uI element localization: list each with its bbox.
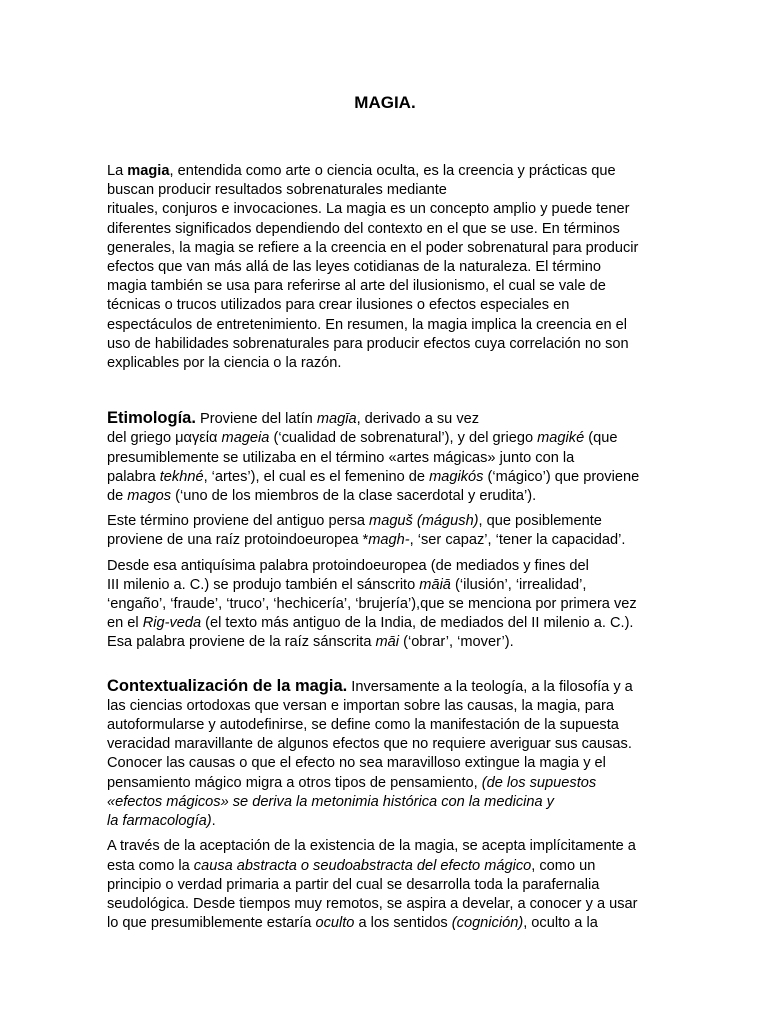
text-line: A través de la aceptación de la existencia de la magia, se acepta implícitamente a <box>107 838 636 855</box>
etymology-paragraph-1 <box>107 409 663 506</box>
text-run: proviene de una raíz protoindoeuropea * <box>107 532 369 549</box>
text-line <box>107 576 663 595</box>
text-line: explicables por la ciencia o la razón. <box>107 355 342 372</box>
bold-term: magia <box>127 163 170 179</box>
italic-term: la farmacología) <box>107 813 212 830</box>
intro-paragraph <box>107 162 663 373</box>
etymology-paragraph-3 <box>107 557 663 653</box>
page-title: MAGIA. <box>354 93 416 112</box>
text-line: «efectos mágicos» se deriva la metonimia histórica con la medicina y <box>107 793 554 810</box>
text-line: generales, la magia se refiere a la creencia en el poder sobrenatural para producir <box>107 239 639 256</box>
italic-term: magos <box>127 488 172 505</box>
text-run: , ‘ser capaz’, ‘tener la capacidad’. <box>409 532 626 549</box>
italic-term: (cognición) <box>451 915 524 932</box>
italic-term: tekhné <box>159 468 204 485</box>
text-line: las ciencias ortodoxas que versan e importan sobre las causas, la magia, para <box>107 697 614 714</box>
text-line <box>107 512 663 531</box>
text-line: buscan producir resultados sobrenaturales mediante <box>107 182 447 199</box>
text-line <box>107 468 663 487</box>
section-heading-context: Contextualización de la magia. <box>107 676 348 695</box>
italic-term: (de los supuestos <box>481 774 597 791</box>
italic-term: maguš (mágush) <box>369 513 479 530</box>
italic-term: magh- <box>368 532 410 549</box>
text-run: Proviene del latín <box>195 411 317 428</box>
text-line <box>107 429 663 448</box>
text-line: uso de habilidades sobrenaturales para producir efectos cuya correlación no son <box>107 335 629 352</box>
text-run: a los sentidos <box>354 915 452 932</box>
text-line <box>107 614 663 633</box>
text-run: (el texto más antiguo de la India, de mediados del II milenio a. C.). <box>201 615 634 632</box>
italic-term: magīa <box>316 411 357 428</box>
text-run: palabra <box>107 468 160 485</box>
text-line: diferentes significados dependiendo del contexto en el que se use. En términos <box>107 220 620 237</box>
text-run: (‘mágico’) que proviene <box>483 468 640 485</box>
text-line: espectáculos de entretenimiento. En resumen, la magia implica la creencia en el <box>107 316 627 333</box>
text-run: , ‘artes’), el cual es el femenino de <box>203 468 430 485</box>
text-line: rituales, conjuros e invocaciones. La magia es un concepto amplio y puede tener <box>107 201 630 218</box>
text-run: pensamiento mágico migra a otros tipos de pensamiento, <box>107 774 482 791</box>
text-line <box>107 857 663 876</box>
text-line: ‘engaño’, ‘fraude’, ‘truco’, ‘hechicería’, ‘brujería’),que se menciona por primera vez <box>107 596 637 613</box>
text-run: , derivado a su vez <box>356 411 480 428</box>
text-run: de <box>107 488 128 505</box>
text-run: en el <box>107 615 143 632</box>
etymology-paragraph-2 <box>107 512 663 550</box>
text-line <box>107 774 663 793</box>
text-run: (que <box>584 430 618 447</box>
context-paragraph-2 <box>107 837 663 933</box>
text-run: lo que presumiblemente estaría <box>107 915 316 932</box>
text-line: presumiblemente se utilizaba en el término «artes mágicas» junto con la <box>107 449 575 466</box>
text-run: (‘cualidad de sobrenatural’), y del griego <box>269 430 538 447</box>
context-paragraph-1 <box>107 677 663 832</box>
text-line <box>107 487 663 506</box>
text-line <box>107 531 663 550</box>
text-line: veracidad maravillante de algunos efectos que no requiere averiguar sus causas. <box>107 736 632 753</box>
italic-term: Rig-veda <box>142 615 202 632</box>
document-page <box>107 92 663 933</box>
text-line: seudológica. Desde tiempos muy remotos, se aspira a develar, a conocer y a usar <box>107 895 638 912</box>
text-line: magia también se usa para referirse al arte del ilusionismo, el cual se vale de <box>107 278 606 295</box>
text-run: , como un <box>531 857 596 874</box>
section-heading-etymology: Etimología. <box>107 409 196 428</box>
text-line <box>107 812 663 831</box>
text-run: (‘ilusión’, ‘irrealidad’, <box>450 576 587 593</box>
text-run: , oculto a la <box>523 915 598 932</box>
text-run: Esa palabra proviene de la raíz sánscrita <box>107 634 376 651</box>
italic-term: oculto <box>315 915 355 932</box>
text-run: Inversamente a la teología, a la filosofía y a <box>347 678 633 695</box>
italic-term: magikós <box>429 468 484 485</box>
text-run: , entendida como arte o ciencia oculta, es la creencia y prácticas que <box>169 163 616 179</box>
text-line <box>107 677 663 697</box>
text-run: La <box>107 163 128 179</box>
text-run: Este término proviene del antiguo persa <box>107 513 370 530</box>
text-run: del griego μαγεία <box>107 430 222 447</box>
italic-term: māi <box>375 634 400 651</box>
text-line <box>107 162 663 181</box>
text-line: efectos que van más allá de las leyes cotidianas de la naturaleza. El término <box>107 259 602 276</box>
text-run: esta como la <box>107 857 194 874</box>
text-run: (‘uno de los miembros de la clase sacerdotal y erudita’). <box>171 488 537 505</box>
text-line: técnicas o trucos utilizados para crear ilusiones o efectos especiales en <box>107 297 570 314</box>
italic-term: causa abstracta o seudoabstracta del efecto mágico <box>193 857 532 874</box>
text-line: autoformularse y autodefinirse, se define como la manifestación de la supuesta <box>107 717 619 734</box>
text-run: . <box>211 813 216 830</box>
text-line <box>107 914 663 933</box>
text-run: III milenio a. C.) se produjo también el sánscrito <box>107 576 420 593</box>
text-line <box>107 633 663 652</box>
text-line: Conocer las causas o que el efecto no sea maravilloso extingue la magia y el <box>107 755 606 772</box>
italic-term: mageia <box>221 430 270 447</box>
text-line: principio o verdad primaria a partir del cual se desarrolla toda la parafernalia <box>107 876 600 893</box>
text-line: Desde esa antiquísima palabra protoindoeuropea (de mediados y fines del <box>107 557 589 574</box>
text-run: , que posiblemente <box>478 513 602 530</box>
italic-term: magiké <box>537 430 585 447</box>
text-line <box>107 409 663 429</box>
text-run: (‘obrar’, ‘mover’). <box>399 634 514 651</box>
italic-term: māiā <box>419 576 451 593</box>
